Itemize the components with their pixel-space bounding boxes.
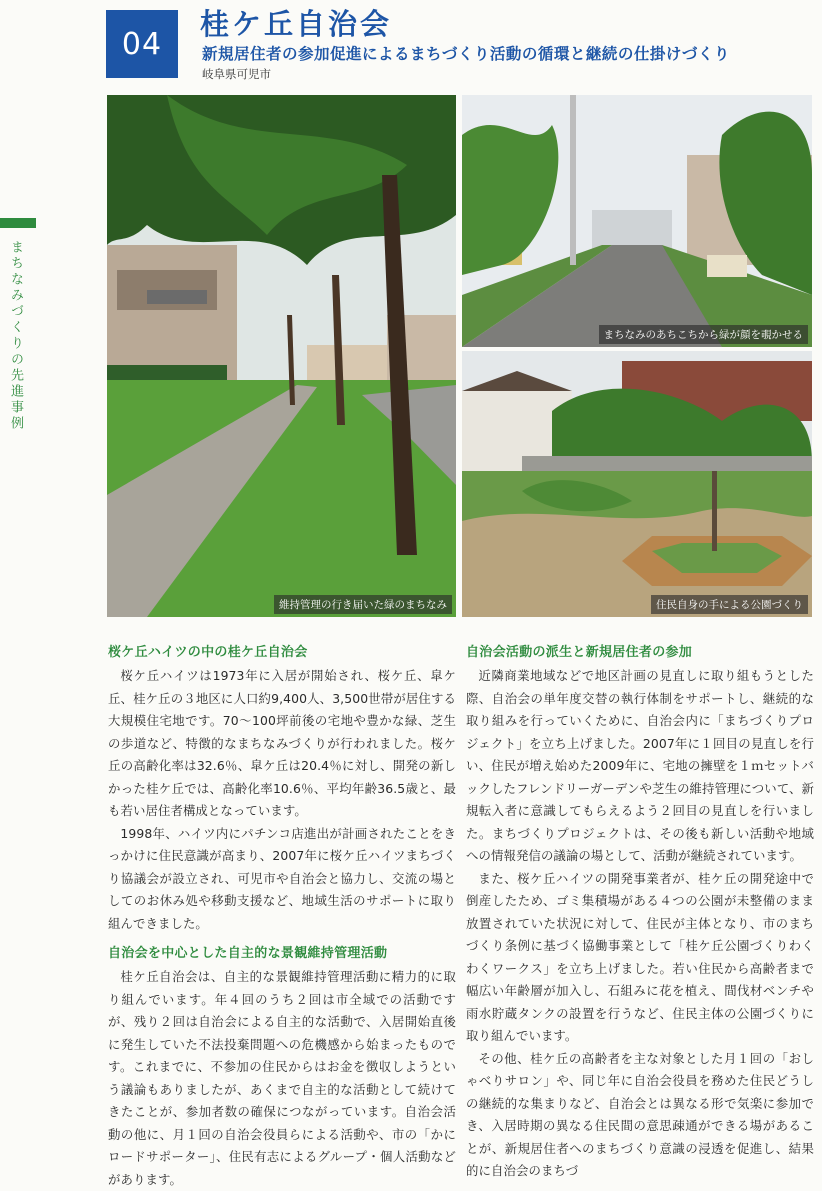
section-heading: 自治会を中心とした自主的な景観維持管理活動	[108, 946, 388, 961]
photo-caption: 住民自身の手による公園づくり	[651, 595, 808, 614]
photo-caption: まちなみのあちこちから緑が顔を覗かせる	[599, 325, 809, 344]
sidebar-section-label: まちなみづくりの先進事例	[8, 240, 23, 432]
page-title: 桂ケ丘自治会	[200, 7, 393, 41]
body-paragraph: 桜ケ丘ハイツは1973年に入居が開始され、桜ケ丘、皐ケ丘、桂ケ丘の３地区に人口約9,400人、3,500世帯が居住する大規模住宅地です。70～100坪前後の宅地や豊かな緑、芝生の歩道など、特徴的なまちなみづくりが行われました。桜ケ丘の高齢化率は32.6％、皐ケ丘は20.4％に対し、開発の新しかった桂ケ丘では、高齢化率10.6％、平均年齢36.5歳と、最も若い居住者構成となっています。	[108, 668, 456, 818]
sidebar-accent-bar	[0, 218, 36, 228]
photo-green-streetscape-image	[107, 95, 456, 617]
location-label: 岐阜県可児市	[202, 67, 271, 81]
section-heading: 自治会活動の派生と新規居住者の参加	[466, 645, 693, 660]
body-paragraph: 1998年、ハイツ内にパチンコ店進出が計画されたことをきっかけに住民意識が高まり、2007年に桜ケ丘ハイツまちづくり協議会が設立され、可児市や自治会と協力し、交流の場としてのお休み処や移動支援など、地域生活のサポートに取り組んできました。	[108, 825, 456, 931]
photo-residential-street-image	[462, 95, 812, 347]
section-heading: 桜ケ丘ハイツの中の桂ケ丘自治会	[108, 645, 308, 660]
photo-green-streetscape	[107, 95, 456, 617]
text-column-left	[108, 642, 456, 1191]
case-number-badge: 04	[106, 10, 178, 78]
body-paragraph: その他、桂ケ丘の高齢者を主な対象とした月１回の「おしゃべりサロン」や、同じ年に自治会役員を務めた住民どうしの継続的な集まりなど、自治会とは異なる形で気楽に参加でき、入居時期の異なる住民間の意思疎通ができる場があることが、新規居住者へのまちづくり意識の浸透を促進し、結果的に自治会のまちづ	[466, 1050, 814, 1178]
text-column-right	[466, 642, 814, 1183]
photo-residential-street	[462, 95, 812, 347]
photo-park-making-image	[462, 351, 812, 617]
body-paragraph: 近隣商業地域などで地区計画の見直しに取り組もうとした際、自治会の単年度交替の執行体制をサポートし、継続的な取り組みを行っていくために、自治会内に「まちづくりプロジェクト」を立ち上げました。2007年に１回目の見直しを行い、住民が増え始めた2009年に、宅地の擁壁を１ｍセットバックしたフレンドリーガーデンや芝生の維持管理について、新規転入者に意識してもらえるよう２回目の見直しを行いました。まちづくりプロジェクトは、その後も新しい活動や地域への情報発信の議論の場として、活動が継続されています。	[466, 668, 814, 863]
photo-caption: 維持管理の行き届いた緑のまちなみ	[274, 595, 452, 614]
page-subtitle: 新規居住者の参加促進によるまちづくり活動の循環と継続の仕掛けづくり	[202, 45, 730, 63]
body-paragraph: また、桜ケ丘ハイツの開発事業者が、桂ケ丘の開発途中で倒産したため、ゴミ集積場がある４つの公園が未整備のまま放置されていた状況に対して、住民が主体となり、市のまちづくり条例に基づく協働事業として「桂ケ丘公園づくりわくわくワークス」を立ち上げました。若い住民から高齢者まで幅広い年齢層が加入し、石組みに花を植え、間伐材ベンチや雨水貯蔵タンクの設置を行うなど、住民主体の公園づくりに取り組んでいます。	[466, 870, 814, 1043]
photo-park-making	[462, 351, 812, 617]
body-paragraph: 桂ケ丘自治会は、自主的な景観維持管理活動に精力的に取り組んでいます。年４回のうち２回は市全域での活動ですが、残り２回は自治会による自主的な活動で、入居開始直後に発生していた不法投棄問題への危機感から始まったものです。これまでに、不参加の住民からはお金を徴収しようという議論もありましたが、あくまで自主的な活動として続けてきたことが、参加者数の確保につながっています。自治会活動の他に、月１回の自治会役員らによる活動や、市の「かにロードサポーター」、住民有志によるグループ・個人活動などがあります。	[108, 969, 456, 1187]
